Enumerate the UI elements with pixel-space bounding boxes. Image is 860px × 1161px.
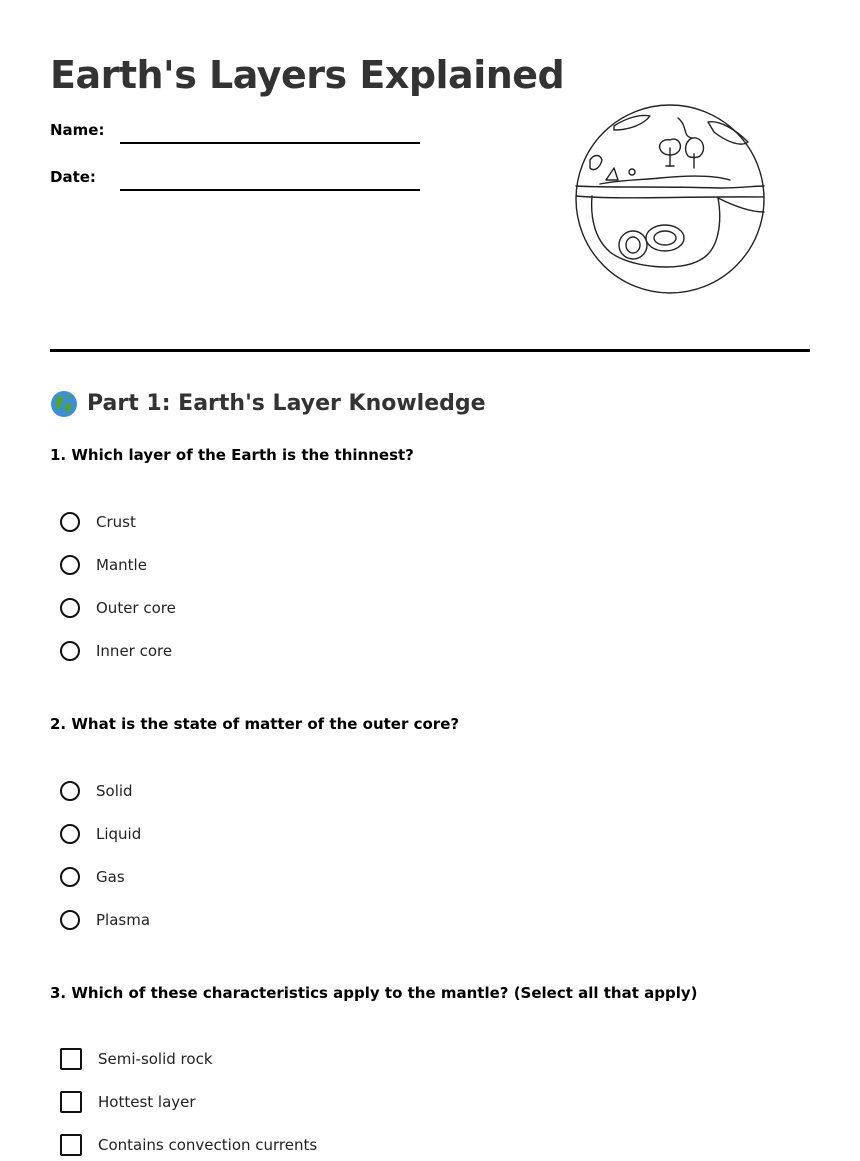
question-3: 3. Which of these characteristics apply to the mantle? (Select all that apply) [50, 984, 698, 1002]
section-divider [50, 349, 810, 352]
option-label: Semi-solid rock [98, 1050, 213, 1068]
part1-heading-text: Part 1: Earth's Layer Knowledge [87, 391, 486, 416]
q3-option-hottest-layer[interactable] [60, 1089, 196, 1115]
radio-button[interactable] [60, 781, 80, 801]
q2-option-plasma[interactable] [60, 907, 150, 933]
globe-icon [50, 390, 78, 418]
part1-heading [50, 388, 486, 420]
option-label: Liquid [96, 825, 142, 843]
checkbox[interactable] [60, 1134, 82, 1156]
radio-button[interactable] [60, 555, 80, 575]
q1-option-mantle[interactable] [60, 552, 147, 578]
q1-option-inner-core[interactable] [60, 638, 172, 664]
radio-button[interactable] [60, 824, 80, 844]
radio-button[interactable] [60, 910, 80, 930]
option-label: Solid [96, 782, 133, 800]
option-label: Gas [96, 868, 125, 886]
radio-button[interactable] [60, 641, 80, 661]
option-label: Hottest layer [98, 1093, 196, 1111]
option-label: Plasma [96, 911, 151, 929]
option-label: Crust [96, 513, 136, 531]
name-field-row [50, 117, 430, 147]
name-label: Name: [50, 121, 105, 139]
q3-option-semi-solid-rock[interactable] [60, 1046, 213, 1072]
checkbox[interactable] [60, 1048, 82, 1070]
option-label: Inner core [96, 642, 173, 660]
q1-option-crust[interactable] [60, 509, 136, 535]
q2-option-liquid[interactable] [60, 821, 141, 847]
question-1: 1. Which layer of the Earth is the thinnest? [50, 446, 414, 464]
radio-button[interactable] [60, 512, 80, 532]
q2-option-gas[interactable] [60, 864, 125, 890]
option-label: Contains convection currents [98, 1136, 318, 1154]
date-field-row [50, 164, 430, 194]
question-2: 2. What is the state of matter of the outer core? [50, 715, 460, 733]
date-label: Date: [50, 168, 96, 186]
radio-button[interactable] [60, 867, 80, 887]
name-field[interactable] [120, 142, 420, 144]
checkbox[interactable] [60, 1091, 82, 1113]
option-label: Mantle [96, 556, 147, 574]
q3-option-convection-currents[interactable] [60, 1132, 317, 1158]
date-field[interactable] [120, 189, 420, 191]
earth-cross-section-icon [570, 100, 770, 300]
worksheet-title: Earth's Layers Explained [50, 53, 565, 97]
q2-option-solid[interactable] [60, 778, 133, 804]
option-label: Outer core [96, 599, 176, 617]
q1-option-outer-core[interactable] [60, 595, 176, 621]
radio-button[interactable] [60, 598, 80, 618]
